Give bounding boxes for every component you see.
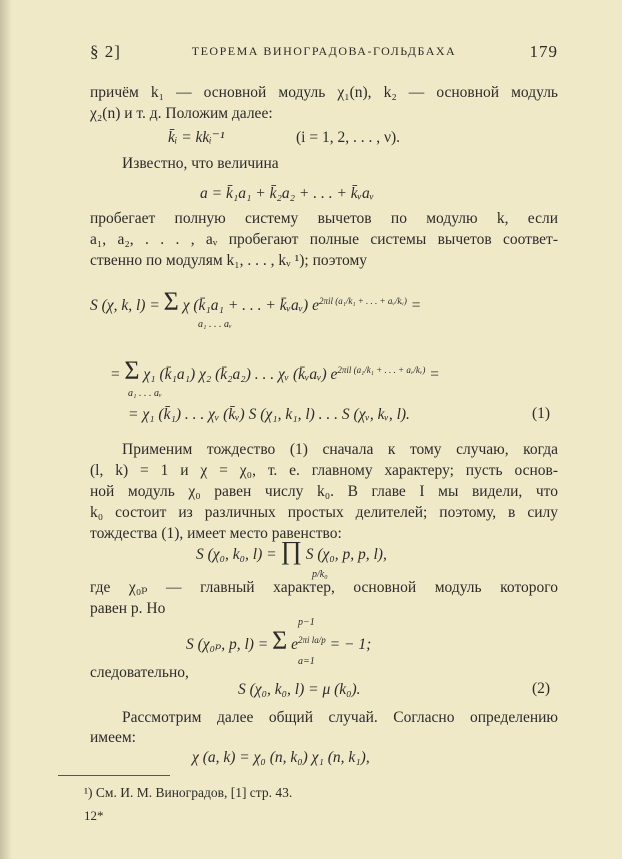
header-title: ТЕОРЕМА ВИНОГРАДОВА-ГОЛЬДБАХА (191, 44, 457, 58)
sum-index: a₁ . . . aᵥ (128, 388, 162, 399)
formula-lhs: S (χ₀, k₀, l) = (196, 546, 281, 563)
formula-lhs: S (χ₀ₚ, p, l) = (186, 636, 273, 654)
footnote-rule (58, 775, 170, 776)
text-line: (l, k) = 1 и χ = χ₀, т. е. главному характеру; пусть основ- (90, 462, 558, 479)
text-line: k₀ состоит из различных простых делителей; поэтому, в силу (90, 504, 558, 521)
formula-character-decomposition: χ (a, k) = χ₀ (n, k₀) χ₁ (n, k₁), (192, 749, 370, 766)
product-index: p/k₀ (312, 569, 328, 580)
formula-rhs: = − 1; (325, 636, 372, 654)
text-line: имеем: (90, 729, 136, 746)
text-line: причём k₁ — основной модуль χ₁(n), k₂ — основной модуль (90, 84, 558, 101)
formula-a-sum: a = k̄₁a₁ + k̄₂a₂ + . . . + k̄ᵥaᵥ (200, 185, 375, 202)
product-symbol: ∏ (280, 536, 302, 565)
exponent: 2πi la/p (298, 635, 326, 645)
formula-body: χ (k̄₁a₁ + . . . + k̄ᵥaᵥ) e (178, 297, 319, 315)
sum-symbol: Σ (272, 626, 288, 656)
section-mark: § 2] (90, 42, 121, 61)
formula-mobius: S (χ₀, k₀, l) = μ (k₀). (238, 681, 361, 698)
formula-product-of-sums: = χ₁ (k̄₁) . . . χᵥ (k̄ᵥ) S (χ₁, k₁, l) . . . S (χᵥ, kᵥ, l). (128, 406, 410, 423)
formula-rhs: S (χ₀, p, p, l), (301, 546, 387, 563)
text-line: следовательно, (90, 664, 189, 681)
text-line: Рассмотрим далее общий случай. Согласно определению (122, 709, 558, 726)
equals-sign: = (110, 366, 125, 384)
footnote: ¹) См. И. М. Виноградов, [1] стр. 43. (84, 785, 293, 800)
exponent: 2πil (a₁/k₁ + . . . + aᵥ/kᵥ) (318, 296, 407, 306)
equals-sign: = (425, 366, 440, 384)
text-line: χ₂(n) и т. д. Положим далее: (90, 105, 273, 122)
sum-symbol: Σ (124, 356, 140, 386)
formula-kbar: k̄ᵢ = kkᵢ⁻¹ (168, 129, 225, 146)
sum-symbol: Σ (163, 287, 179, 317)
text-line: тождества (1), имеет место равенство: (90, 525, 342, 542)
sum-lower: a=1 (298, 656, 315, 667)
text-line: где χ₀ₚ — главный характер, основной модуль которого (90, 579, 558, 596)
equation-number: (2) (532, 680, 551, 697)
formula-kbar-condition: (i = 1, 2, . . . , ν). (296, 129, 401, 146)
text-line: пробегает полную систему вычетов по модулю k, если (90, 210, 558, 227)
signature-mark: 12* (84, 808, 104, 823)
sum-index: a₁ . . . aᵥ (198, 319, 232, 330)
running-header (90, 42, 558, 64)
page-number: 179 (529, 42, 558, 61)
equation-number: (1) (532, 405, 551, 422)
formula-body: χ₁ (k̄₁a₁) χ₂ (k̄₂a₂) . . . χᵥ (k̄ᵥaᵥ) e (139, 366, 338, 384)
text-line: равен p. Но (90, 600, 166, 617)
equals-sign: = (406, 297, 422, 315)
formula-lhs: S (χ, k, l) = (90, 297, 164, 315)
formula-body: e (287, 636, 299, 654)
exponent: 2πil (a₁/k₁ + . . . + aᵥ/kᵥ) (337, 365, 426, 375)
sum-upper: p−1 (298, 617, 315, 628)
text-line: Применим тождество (1) сначала к тому случаю, когда (122, 441, 558, 458)
page-edge-shadow (0, 0, 12, 859)
text-line: Известно, что величина (122, 155, 279, 172)
text-line: ной модуль χ₀ равен числу k₀. В главе I мы видели, что (90, 483, 558, 500)
text-line: ственно по модулям k₁, . . . , kᵥ ¹); поэтому (90, 252, 368, 269)
text-line: a₁, a₂, . . . , aᵥ пробегают полные системы вычетов соответ- (90, 231, 558, 248)
